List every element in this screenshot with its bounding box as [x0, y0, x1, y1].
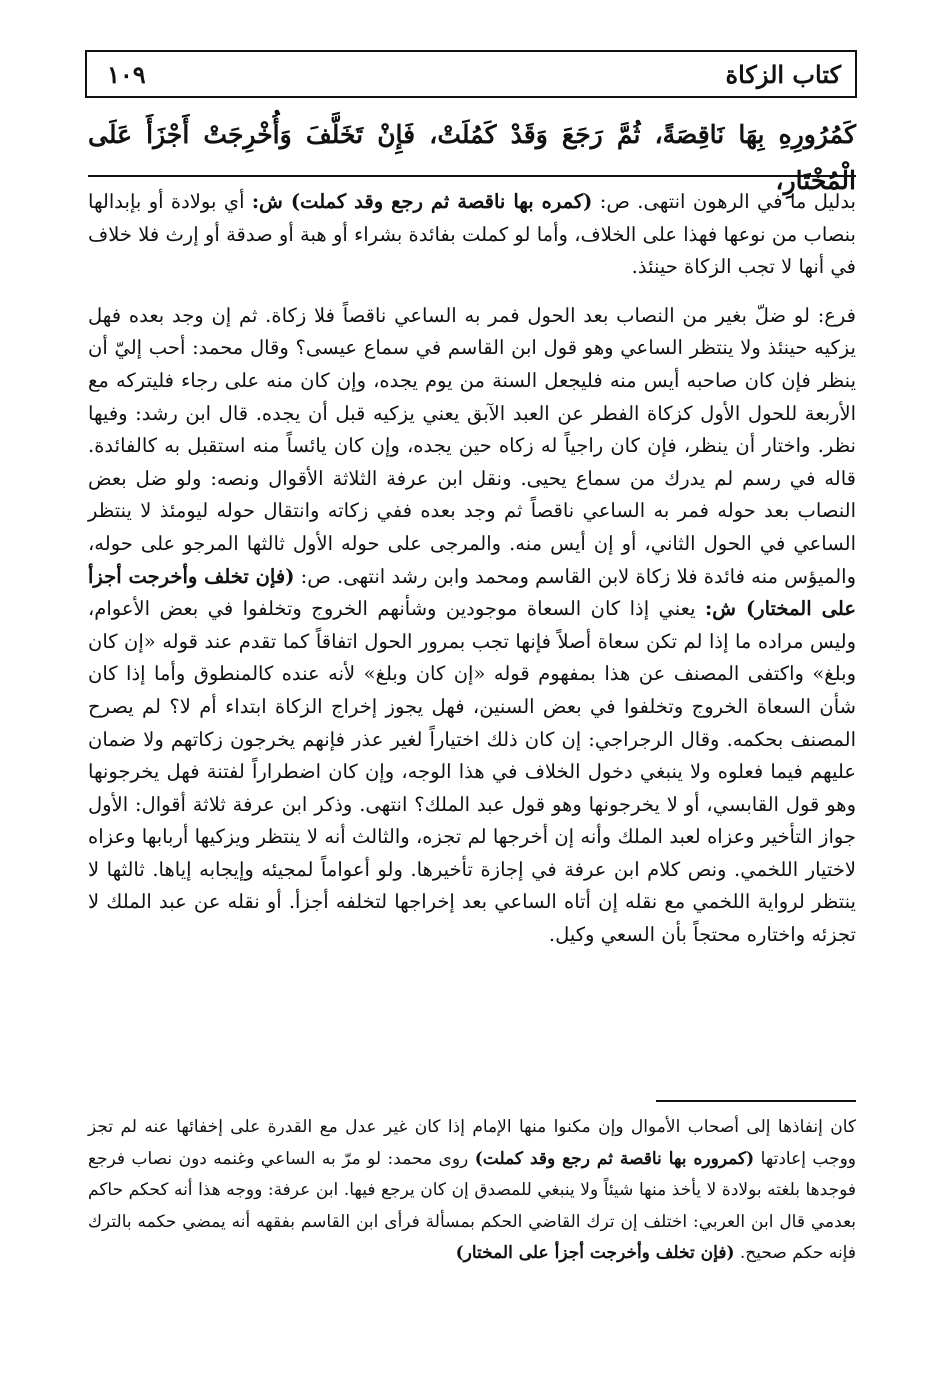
commentary-paragraph-1: [88, 186, 856, 284]
footnote-paragraph: [88, 1112, 856, 1270]
matn-text: كَمُرُورِهِ بِهَا نَاقِصَةً، ثُمَّ رَجَعَ وَقَدْ كَمُلَتْ، فَإِنْ تَخَلَّفَ وَأُخْرِجَتْ أَجْزَأَ عَلَى الْمُخْتَارِ،: [88, 120, 856, 195]
commentary-paragraph-2: [88, 300, 856, 952]
footnote-section: [88, 1112, 856, 1270]
commentary-text: يعني إذا كان السعاة موجودين وشأنهم الخروج وتخلفوا في بعض الأعوام، وليس مراده ما إذا لم تكن سعاة أصلاً فإنها تجب بمرور الحول اتفاقاً كما تقدم عند قوله «إن كان وبلغ» واكتفى المصنف عن هذا بمفهوم قوله «إن كان وبلغ» لأنه عنده كالمنطوق وأما إذا كان شأن السعاة الخروج وتخلفوا في بعض السنين، فهل يجوز إخراج الزكاة ابتداء أم لا؟ لم يصرح المصنف بحكمه. وقال الرجراجي: إن كان ذلك اختياراً لغير عذر فإنهم يخرجون زكاتهم ولا ضمان عليهم فيما فعلوه ولا ينبغي دخول الخلاف في هذا الوجه، وإن كان اضطراراً لفتنة فهل يخرجونها وهو قول القابسي، أو لا يخرجونها وهو قول عبد الملك؟ انتهى. وذكر ابن عرفة ثلاثة أقوال: الأول جواز التأخير وعزاه لعبد الملك وأنه إن أخرجها لم تجزه، والثالث أنه لا ينتظر ويزكيها أربابها وعزاه لاختيار اللخمي. ونص كلام ابن عرفة في إجازة تأخيرها. ولو أعواماً لمجيئه وإيجابه إياها. ثالثها لا ينتظر لرواية اللخمي مع نقله إن أتاه الساعي بعد إخراجها لتخلفه أجزأ. أو نقله عن عبد الملك لا تجزئه واختاره محتجاً بأن السعي وكيل.: [88, 597, 856, 947]
quoted-matn: (فإن تخلف وأخرجت أجزأ على المختار) ش:: [88, 564, 856, 621]
page-header: [85, 50, 857, 98]
footnote-text: كان إنفاذها إلى أصحاب الأموال وإن مكنوا منها الإمام إذا كان غير عدل مع القدرة على إخفائها عنه لم تجز ووجب إعادتها: [88, 1117, 856, 1169]
page-number: ١٠٩: [107, 60, 146, 89]
commentary-text: أي بولادة أو بإبدالها بنصاب من نوعها فهذا على الخلاف، وأما لو كملت بفائدة بشراء أو هبة أو صدقة أو إرث فلا خلاف في أنها لا تجب الزكاة حينئذ.: [88, 190, 856, 279]
footnote-divider: [656, 1100, 856, 1102]
commentary-text: بدليل ما في الرهون انتهى. ص:: [592, 190, 856, 213]
footnote-quoted-matn: (فإن تخلف وأخرجت أجزأ على المختار): [455, 1243, 735, 1263]
quoted-matn: (كمره بها ناقصة ثم رجع وقد كملت) ش:: [251, 190, 593, 213]
chapter-title: كتاب الزكاة: [725, 60, 841, 89]
footnote-text: روى محمد: لو مرّ به الساعي وغنمه دون نصاب فرجع فوجدها بلغته بولادة لا يأخذ منها شيئاً ولا ينبغي للمصدق إن كان يرجع فيها. ابن عرفة: ووجه هذا أنه كحكم حاكم بعدمي قال ابن العربي: اختلف إن ترك القاضي الحكم بمسألة فرأى ابن القاسم بفقهه أنه يمضي حكمه بالترك فإنه حكم صحيح.: [88, 1148, 856, 1263]
commentary-text: فرع: لو ضلّ بغير من النصاب بعد الحول فمر به الساعي ناقصاً فلا زكاة. ثم إن وجد بعده فهل يزكيه حينئذ ولا ينتظر الساعي وهو قول ابن القاسم في سماع عيسى؟ وقال محمد: أحب إليّ أن ينظر فإن كان صاحبه أيس منه فليجعل السنة من يوم يجده، وإن كان منه على رجاء فليتركه مع الأربعة للحول الأول كزكاة الفطر عن العبد الآبق يعني يزكيه قبل أن يجده. قال ابن رشد: وفيها نظر. واختار أن ينظر، فإن كان راجياً له زكاه حين يجده، وإن كان يائساً منه استقبل به كالفائدة. قاله في رسم لم يدرك من سماع يحيى. ونقل ابن عرفة الثلاثة الأقوال ونصه: ولو ضل بعض النصاب بعد حوله فمر به الساعي ناقصاً ثم وجد بعده ففي زكاته وانتقال حوله ليومئذ لا ينتظر الساعي في الحول الثاني، أو إن أيس منه. والمرجى على حوله الأول ثالثها المرجو على حوله، والميؤس منه فائدة فلا زكاة لابن القاسم ومحمد وابن رشد انتهى. ص:: [88, 303, 856, 588]
footnote-quoted-matn: (كمروره بها ناقصة ثم رجع وقد كملت): [474, 1148, 755, 1169]
header-divider: [88, 175, 856, 177]
commentary-body: [88, 186, 856, 952]
